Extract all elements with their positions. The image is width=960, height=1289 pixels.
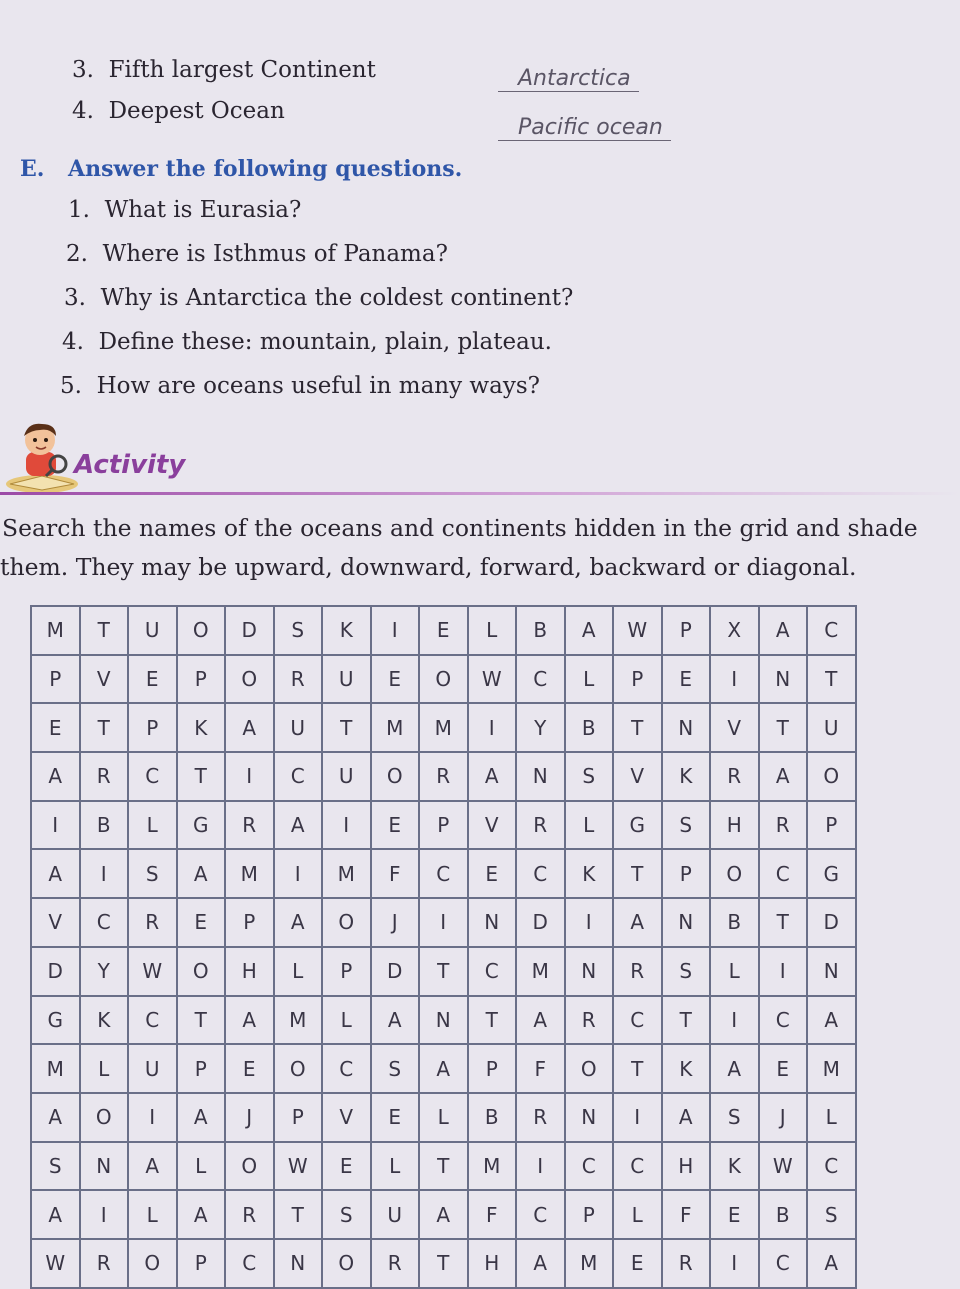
grid-cell[interactable]: R	[760, 802, 809, 851]
grid-cell[interactable]: W	[760, 1143, 809, 1192]
grid-cell[interactable]: I	[275, 850, 324, 899]
grid-cell[interactable]: B	[566, 704, 615, 753]
grid-cell[interactable]: P	[32, 656, 81, 705]
grid-cell[interactable]: Y	[517, 704, 566, 753]
grid-cell[interactable]: E	[711, 1191, 760, 1240]
grid-cell[interactable]: U	[808, 704, 857, 753]
activity-mascot-icon	[2, 418, 82, 498]
grid-cell[interactable]: K	[663, 1045, 712, 1094]
grid-cell[interactable]: C	[760, 997, 809, 1046]
grid-cell[interactable]: P	[663, 607, 712, 656]
grid-cell[interactable]: F	[517, 1045, 566, 1094]
grid-cell[interactable]: K	[663, 753, 712, 802]
section-heading: Answer the following questions.	[68, 156, 463, 182]
grid-cell[interactable]: O	[178, 607, 227, 656]
grid-cell[interactable]: A	[469, 753, 518, 802]
question-number: 5.	[60, 373, 82, 399]
grid-cell[interactable]: T	[469, 997, 518, 1046]
grid-cell[interactable]: C	[517, 1191, 566, 1240]
item-text: Deepest Ocean	[108, 98, 285, 124]
grid-cell[interactable]: E	[420, 607, 469, 656]
grid-cell[interactable]: T	[760, 899, 809, 948]
grid-cell[interactable]: U	[275, 704, 324, 753]
grid-cell[interactable]: R	[420, 753, 469, 802]
grid-cell[interactable]: A	[808, 1240, 857, 1289]
grid-cell[interactable]: R	[517, 802, 566, 851]
grid-cell[interactable]: E	[226, 1045, 275, 1094]
grid-cell[interactable]: O	[226, 656, 275, 705]
grid-cell[interactable]: L	[566, 802, 615, 851]
grid-cell[interactable]: U	[129, 607, 178, 656]
grid-cell[interactable]: L	[275, 948, 324, 997]
grid-cell[interactable]: T	[81, 607, 130, 656]
grid-cell[interactable]: O	[129, 1240, 178, 1289]
grid-cell[interactable]: A	[178, 1094, 227, 1143]
grid-cell[interactable]: N	[517, 753, 566, 802]
grid-cell[interactable]: L	[323, 997, 372, 1046]
question-text: What is Eurasia?	[104, 197, 302, 223]
activity-instruction-line-2: them. They may be upward, downward, forward, backward or diagonal.	[0, 553, 857, 581]
question-text: Why is Antarctica the coldest continent?	[100, 285, 574, 311]
item-text: Fifth largest Continent	[108, 57, 376, 83]
grid-cell[interactable]: S	[566, 753, 615, 802]
grid-cell[interactable]: N	[663, 704, 712, 753]
grid-cell[interactable]: T	[323, 704, 372, 753]
grid-cell[interactable]: C	[517, 850, 566, 899]
grid-cell[interactable]: G	[614, 802, 663, 851]
grid-cell[interactable]: P	[178, 1240, 227, 1289]
question-number: 4.	[62, 329, 84, 355]
grid-cell[interactable]: T	[420, 948, 469, 997]
grid-cell[interactable]: M	[275, 997, 324, 1046]
grid-cell[interactable]: P	[469, 1045, 518, 1094]
item-number: 3.	[72, 57, 94, 83]
grid-cell[interactable]: R	[711, 753, 760, 802]
grid-cell[interactable]: I	[469, 704, 518, 753]
question-number: 2.	[66, 241, 88, 267]
grid-cell[interactable]: C	[808, 607, 857, 656]
grid-cell[interactable]: A	[566, 607, 615, 656]
grid-cell[interactable]: F	[372, 850, 421, 899]
grid-cell[interactable]: S	[129, 850, 178, 899]
grid-cell[interactable]: S	[372, 1045, 421, 1094]
grid-cell[interactable]: C	[226, 1240, 275, 1289]
grid-cell[interactable]: I	[711, 656, 760, 705]
grid-cell[interactable]: K	[81, 997, 130, 1046]
grid-cell[interactable]: A	[275, 802, 324, 851]
grid-cell[interactable]: S	[323, 1191, 372, 1240]
grid-cell[interactable]: L	[420, 1094, 469, 1143]
grid-cell[interactable]: E	[372, 802, 421, 851]
grid-cell[interactable]: M	[372, 704, 421, 753]
grid-cell[interactable]: P	[323, 948, 372, 997]
grid-cell[interactable]: E	[372, 1094, 421, 1143]
grid-cell[interactable]: N	[566, 1094, 615, 1143]
grid-cell[interactable]: A	[760, 607, 809, 656]
question-number: 1.	[68, 197, 90, 223]
grid-cell[interactable]: R	[517, 1094, 566, 1143]
grid-cell[interactable]: O	[372, 753, 421, 802]
grid-cell[interactable]: S	[663, 802, 712, 851]
grid-cell[interactable]: P	[178, 656, 227, 705]
grid-cell[interactable]: C	[469, 948, 518, 997]
grid-cell[interactable]: O	[226, 1143, 275, 1192]
grid-cell[interactable]: T	[614, 704, 663, 753]
grid-cell[interactable]: A	[129, 1143, 178, 1192]
grid-cell[interactable]: V	[32, 899, 81, 948]
question-2	[66, 241, 448, 267]
grid-cell[interactable]: A	[808, 997, 857, 1046]
grid-cell[interactable]: M	[517, 948, 566, 997]
grid-cell[interactable]: M	[566, 1240, 615, 1289]
grid-cell[interactable]: T	[808, 656, 857, 705]
grid-cell[interactable]: A	[517, 1240, 566, 1289]
grid-cell[interactable]: A	[614, 899, 663, 948]
grid-cell[interactable]: U	[323, 656, 372, 705]
grid-cell[interactable]: S	[663, 948, 712, 997]
grid-cell[interactable]: A	[32, 850, 81, 899]
grid-cell[interactable]: P	[226, 899, 275, 948]
question-1	[68, 197, 301, 223]
grid-cell[interactable]: O	[323, 1240, 372, 1289]
grid-cell[interactable]: S	[275, 607, 324, 656]
grid-cell[interactable]: L	[81, 1045, 130, 1094]
grid-cell[interactable]: E	[614, 1240, 663, 1289]
grid-cell[interactable]: T	[420, 1240, 469, 1289]
grid-cell[interactable]: R	[663, 1240, 712, 1289]
fill-in-item-4	[72, 98, 285, 124]
grid-cell[interactable]: D	[808, 899, 857, 948]
grid-cell[interactable]: L	[711, 948, 760, 997]
grid-cell[interactable]: N	[760, 656, 809, 705]
grid-cell[interactable]: H	[663, 1143, 712, 1192]
grid-cell[interactable]: F	[469, 1191, 518, 1240]
grid-cell[interactable]: K	[566, 850, 615, 899]
grid-cell[interactable]: M	[32, 1045, 81, 1094]
grid-cell[interactable]: C	[275, 753, 324, 802]
question-number: 3.	[64, 285, 86, 311]
grid-cell[interactable]: N	[663, 899, 712, 948]
grid-cell[interactable]: K	[711, 1143, 760, 1192]
grid-cell[interactable]: E	[469, 850, 518, 899]
grid-cell[interactable]: D	[517, 899, 566, 948]
section-letter: E.	[20, 156, 45, 182]
grid-cell[interactable]: C	[566, 1143, 615, 1192]
grid-cell[interactable]: A	[275, 899, 324, 948]
grid-cell[interactable]: I	[32, 802, 81, 851]
question-text: How are oceans useful in many ways?	[96, 373, 540, 399]
item-number: 4.	[72, 98, 94, 124]
grid-cell[interactable]: E	[372, 656, 421, 705]
grid-cell[interactable]: N	[420, 997, 469, 1046]
word-search-grid	[30, 605, 857, 1289]
grid-cell[interactable]: A	[420, 1045, 469, 1094]
grid-cell[interactable]: T	[275, 1191, 324, 1240]
grid-cell[interactable]: C	[760, 1240, 809, 1289]
grid-cell[interactable]: A	[517, 997, 566, 1046]
grid-cell[interactable]: R	[226, 802, 275, 851]
grid-cell[interactable]: O	[711, 850, 760, 899]
grid-cell[interactable]: J	[760, 1094, 809, 1143]
grid-cell[interactable]: D	[372, 948, 421, 997]
grid-cell[interactable]: C	[129, 997, 178, 1046]
grid-cell[interactable]: N	[81, 1143, 130, 1192]
grid-cell[interactable]: D	[32, 948, 81, 997]
grid-cell[interactable]: C	[129, 753, 178, 802]
activity-divider	[0, 492, 960, 495]
grid-cell[interactable]: G	[178, 802, 227, 851]
grid-cell[interactable]: A	[178, 1191, 227, 1240]
grid-cell[interactable]: I	[517, 1143, 566, 1192]
grid-cell[interactable]: T	[420, 1143, 469, 1192]
grid-cell[interactable]: E	[32, 704, 81, 753]
activity-title: Activity	[74, 450, 186, 480]
grid-cell[interactable]: O	[566, 1045, 615, 1094]
grid-cell[interactable]: S	[32, 1143, 81, 1192]
grid-cell[interactable]: P	[129, 704, 178, 753]
grid-cell[interactable]: C	[81, 899, 130, 948]
grid-cell[interactable]: C	[517, 656, 566, 705]
grid-cell[interactable]: O	[808, 753, 857, 802]
grid-cell[interactable]: I	[372, 607, 421, 656]
question-3	[64, 285, 573, 311]
grid-cell[interactable]: P	[614, 656, 663, 705]
grid-cell[interactable]: A	[178, 850, 227, 899]
grid-cell[interactable]: B	[81, 802, 130, 851]
grid-cell[interactable]: P	[178, 1045, 227, 1094]
grid-cell[interactable]: M	[226, 850, 275, 899]
grid-cell[interactable]: E	[663, 656, 712, 705]
grid-cell[interactable]: K	[178, 704, 227, 753]
grid-cell[interactable]: C	[420, 850, 469, 899]
grid-cell[interactable]: I	[81, 850, 130, 899]
grid-cell[interactable]: E	[178, 899, 227, 948]
grid-cell[interactable]: B	[760, 1191, 809, 1240]
grid-cell[interactable]: T	[614, 1045, 663, 1094]
grid-cell[interactable]: L	[372, 1143, 421, 1192]
question-text: Define these: mountain, plain, plateau.	[98, 329, 552, 355]
grid-cell[interactable]: D	[226, 607, 275, 656]
grid-cell[interactable]: N	[469, 899, 518, 948]
grid-cell[interactable]: P	[566, 1191, 615, 1240]
grid-cell[interactable]: P	[808, 802, 857, 851]
grid-cell[interactable]: H	[226, 948, 275, 997]
grid-cell[interactable]: E	[129, 656, 178, 705]
grid-cell[interactable]: M	[808, 1045, 857, 1094]
grid-cell[interactable]: L	[566, 656, 615, 705]
grid-cell[interactable]: B	[711, 899, 760, 948]
answer-antarctica: Antarctica	[498, 66, 639, 92]
grid-cell[interactable]: T	[760, 704, 809, 753]
activity-instruction-line-1: Search the names of the oceans and continents hidden in the grid and shade	[2, 514, 918, 542]
grid-cell[interactable]: B	[517, 607, 566, 656]
grid-cell[interactable]: U	[372, 1191, 421, 1240]
grid-cell[interactable]: L	[614, 1191, 663, 1240]
grid-cell[interactable]: F	[663, 1191, 712, 1240]
grid-cell[interactable]: C	[614, 1143, 663, 1192]
grid-cell[interactable]: R	[226, 1191, 275, 1240]
grid-cell[interactable]: R	[372, 1240, 421, 1289]
answer-pacific-ocean: Pacific ocean	[498, 115, 671, 141]
grid-cell[interactable]: I	[226, 753, 275, 802]
grid-cell[interactable]: R	[275, 656, 324, 705]
grid-cell[interactable]: W	[32, 1240, 81, 1289]
grid-cell[interactable]: R	[129, 899, 178, 948]
grid-cell[interactable]: O	[420, 656, 469, 705]
grid-cell[interactable]: W	[275, 1143, 324, 1192]
question-text: Where is Isthmus of Panama?	[102, 241, 448, 267]
grid-cell[interactable]: C	[323, 1045, 372, 1094]
grid-cell[interactable]: M	[32, 607, 81, 656]
grid-cell[interactable]: P	[663, 850, 712, 899]
grid-cell[interactable]: L	[129, 1191, 178, 1240]
grid-cell[interactable]: V	[323, 1094, 372, 1143]
grid-cell[interactable]: A	[32, 1191, 81, 1240]
grid-cell[interactable]: J	[226, 1094, 275, 1143]
grid-cell[interactable]: H	[711, 802, 760, 851]
grid-cell[interactable]: A	[760, 753, 809, 802]
grid-cell[interactable]: I	[323, 802, 372, 851]
grid-cell[interactable]: T	[178, 997, 227, 1046]
grid-cell[interactable]: Y	[81, 948, 130, 997]
grid-cell[interactable]: C	[760, 850, 809, 899]
grid-cell[interactable]: A	[226, 997, 275, 1046]
fill-in-item-3	[72, 57, 376, 83]
grid-cell[interactable]: A	[372, 997, 421, 1046]
grid-cell[interactable]: T	[663, 997, 712, 1046]
grid-cell[interactable]: O	[323, 899, 372, 948]
grid-cell[interactable]: V	[81, 656, 130, 705]
grid-cell[interactable]: M	[420, 704, 469, 753]
grid-cell[interactable]: H	[469, 1240, 518, 1289]
grid-cell[interactable]: J	[372, 899, 421, 948]
grid-cell[interactable]: R	[566, 997, 615, 1046]
grid-cell[interactable]: W	[469, 656, 518, 705]
grid-cell[interactable]: A	[226, 704, 275, 753]
grid-cell[interactable]: R	[614, 948, 663, 997]
grid-cell[interactable]: I	[614, 1094, 663, 1143]
grid-cell[interactable]: T	[178, 753, 227, 802]
grid-cell[interactable]: R	[81, 1240, 130, 1289]
grid-cell[interactable]: T	[614, 850, 663, 899]
grid-cell[interactable]: E	[323, 1143, 372, 1192]
grid-cell[interactable]: C	[808, 1143, 857, 1192]
grid-cell[interactable]: K	[323, 607, 372, 656]
grid-cell[interactable]: U	[323, 753, 372, 802]
grid-cell[interactable]: A	[711, 1045, 760, 1094]
grid-cell[interactable]: B	[469, 1094, 518, 1143]
grid-cell[interactable]: P	[420, 802, 469, 851]
grid-cell[interactable]: P	[275, 1094, 324, 1143]
grid-cell[interactable]: I	[129, 1094, 178, 1143]
grid-cell[interactable]: I	[81, 1191, 130, 1240]
grid-cell[interactable]: G	[32, 997, 81, 1046]
grid-cell[interactable]: L	[129, 802, 178, 851]
grid-cell[interactable]: W	[614, 607, 663, 656]
grid-cell[interactable]: O	[275, 1045, 324, 1094]
grid-cell[interactable]: O	[178, 948, 227, 997]
grid-cell[interactable]: S	[808, 1191, 857, 1240]
question-5	[60, 373, 540, 399]
grid-cell[interactable]: N	[808, 948, 857, 997]
grid-cell[interactable]: I	[711, 997, 760, 1046]
grid-cell[interactable]: I	[566, 899, 615, 948]
grid-cell[interactable]: N	[275, 1240, 324, 1289]
grid-cell[interactable]: A	[32, 1094, 81, 1143]
grid-cell[interactable]: C	[614, 997, 663, 1046]
grid-cell[interactable]: T	[81, 704, 130, 753]
grid-cell[interactable]: M	[323, 850, 372, 899]
grid-cell[interactable]: W	[129, 948, 178, 997]
grid-cell[interactable]: G	[808, 850, 857, 899]
grid-cell[interactable]: I	[760, 948, 809, 997]
grid-cell[interactable]: N	[566, 948, 615, 997]
grid-cell[interactable]: V	[711, 704, 760, 753]
grid-cell[interactable]: L	[808, 1094, 857, 1143]
grid-cell[interactable]: V	[614, 753, 663, 802]
grid-cell[interactable]: I	[711, 1240, 760, 1289]
grid-cell[interactable]: I	[420, 899, 469, 948]
grid-cell[interactable]: R	[81, 753, 130, 802]
grid-cell[interactable]: U	[129, 1045, 178, 1094]
grid-cell[interactable]: S	[711, 1094, 760, 1143]
grid-cell[interactable]: O	[81, 1094, 130, 1143]
grid-cell[interactable]: E	[760, 1045, 809, 1094]
grid-cell[interactable]: A	[32, 753, 81, 802]
grid-cell[interactable]: L	[178, 1143, 227, 1192]
grid-cell[interactable]: M	[469, 1143, 518, 1192]
grid-cell[interactable]: L	[469, 607, 518, 656]
grid-cell[interactable]: V	[469, 802, 518, 851]
grid-cell[interactable]: A	[663, 1094, 712, 1143]
question-4	[62, 329, 552, 355]
grid-cell[interactable]: X	[711, 607, 760, 656]
grid-cell[interactable]: A	[420, 1191, 469, 1240]
